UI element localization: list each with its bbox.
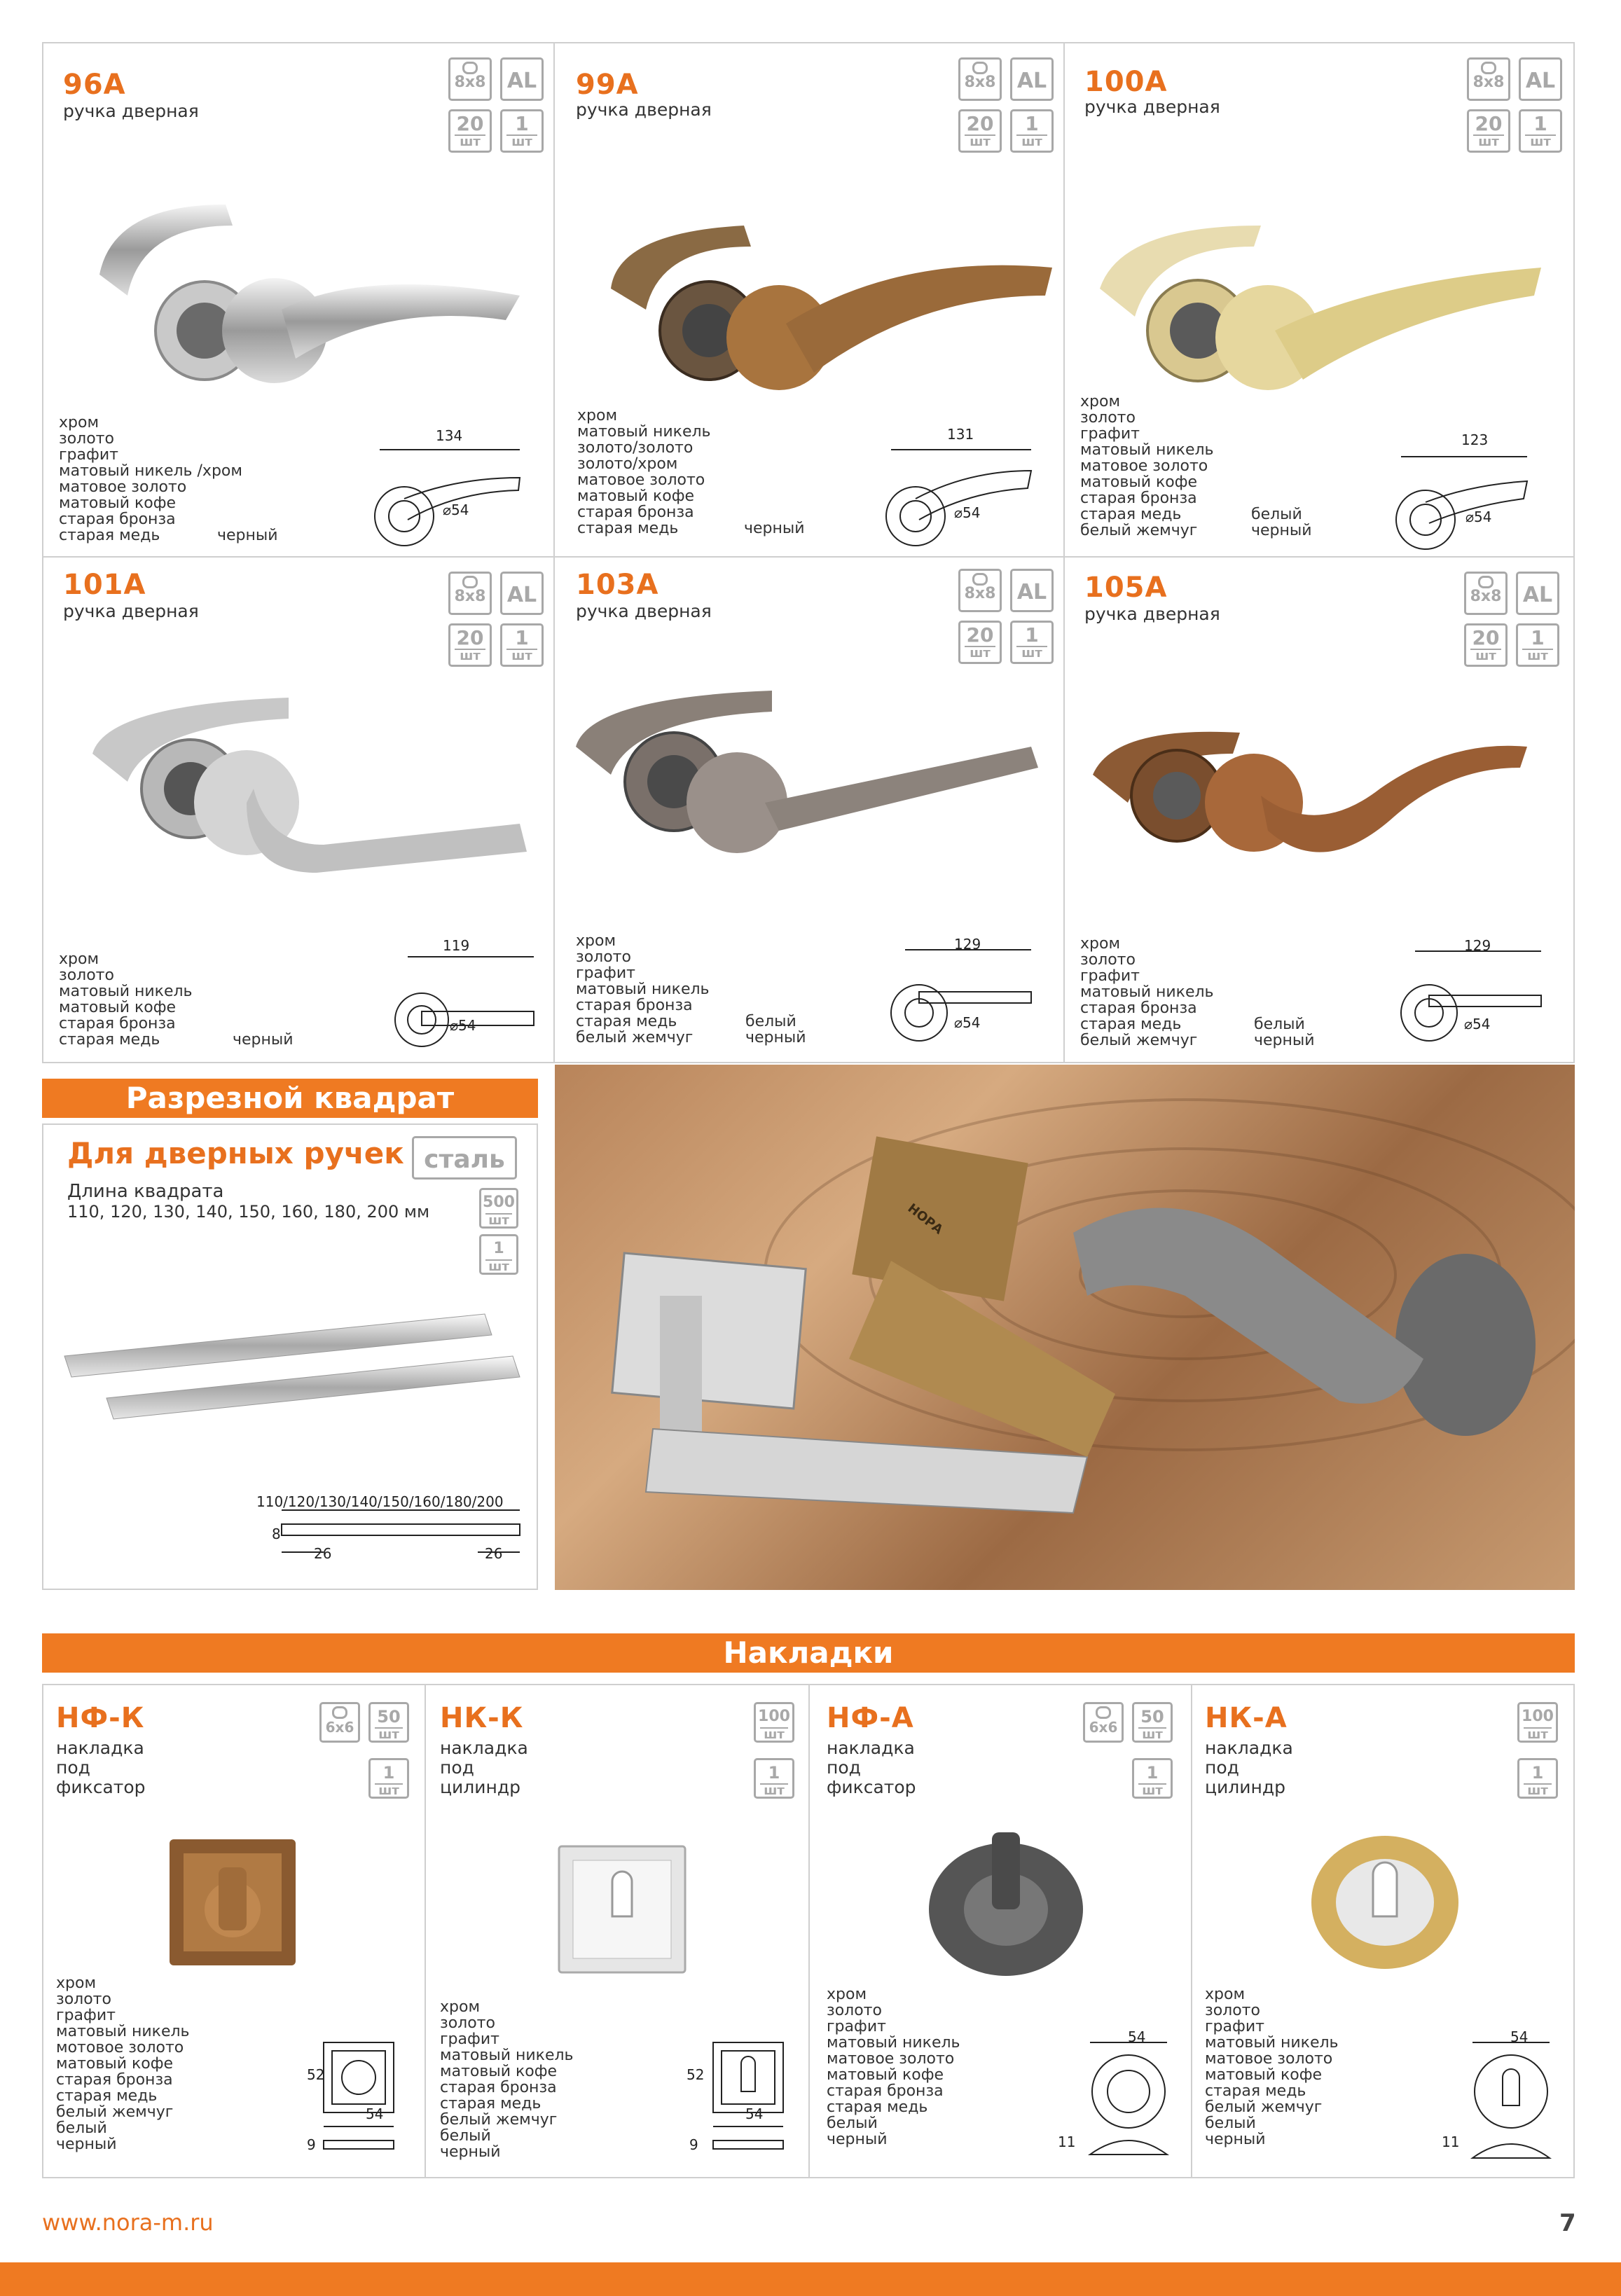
product-subtitle: ручка дверная [576,601,712,621]
product-cell-96a [42,42,555,558]
pack-small-badge: 1 шт [500,109,544,153]
pack-big-badge: 50 шт [1132,1702,1173,1743]
pack-big-badge: 20 шт [1467,109,1510,153]
square-size-badge: 8x8 [958,57,1002,101]
cover-dimension-drawing [310,2028,422,2169]
cover-cell-nf-a [808,1684,1192,2178]
cover-image [163,1832,303,1972]
square-section-bar: Разрезной квадрат [42,1079,538,1118]
dimension-drawing [863,936,1059,1055]
pack-big-badge: 100 шт [1517,1702,1558,1743]
product-code: 100A [1084,66,1168,98]
page-number: 7 [1559,2209,1576,2237]
pack-big-badge: 20 шт [448,109,492,153]
material-badge: AL [500,572,544,615]
handle-image [1093,212,1541,422]
finish-list-extra: белый черный [1254,1016,1315,1049]
dim-lengths: 110/120/130/140/150/160/180/200 [256,1493,504,1510]
cover-cell-nk-a [1191,1684,1575,2178]
dim-c: 9 [307,2136,316,2153]
dim-diameter: ⌀54 [450,1017,476,1034]
dim-diameter: ⌀54 [1464,1016,1491,1032]
product-code: 101A [63,569,146,601]
dim-a: 54 [1128,2028,1146,2045]
material-badge: сталь [412,1136,517,1180]
cover-image [1304,1825,1465,1979]
pack-small-badge: 1 шт [1516,623,1559,667]
pack-small-badge: 1 шт [1132,1758,1173,1799]
footer-bar [0,2262,1621,2296]
square-title: Для дверных ручек [67,1136,404,1170]
dim-length: 119 [443,937,470,954]
pack-big-badge: 20 шт [1464,623,1508,667]
product-subtitle: ручка дверная [1084,97,1220,117]
cover-code: НФ-К [56,1702,145,1734]
square-size-badge: 8x8 [448,572,492,615]
square-size-badge: 8x8 [1467,57,1510,101]
handle-image [1086,698,1534,908]
finish-list: хром золото графит матовый никель /хром матовое золото матовый кофе старая бронза старая медь [59,414,242,544]
square-size-badge: 8x8 [448,57,492,101]
pack-small-badge: 1 шт [1010,621,1054,664]
length-label: Длина квадрата [67,1181,224,1202]
dim-left: 26 [314,1545,332,1562]
product-code: 99A [576,69,639,101]
square-size-badge: 8x8 [958,569,1002,612]
pack-small-badge: 1 шт [500,623,544,667]
square-size-badge: 8x8 [1464,572,1508,615]
finish-list-extra: белый черный [1251,506,1312,539]
dim-b: 11 [1058,2134,1076,2150]
pack-small-badge: 1 шт [368,1758,409,1799]
product-photo [555,1065,1575,1590]
material-badge: AL [1516,572,1559,615]
cover-subtitle: накладка под цилиндр [1205,1738,1293,1797]
handle-image [569,684,1045,894]
square-cell [42,1123,538,1590]
cover-image [922,1818,1090,1979]
product-subtitle: ручка дверная [63,601,199,621]
pack-big-badge: 500 шт [479,1188,518,1229]
finish-list-extra: белый черный [745,1013,806,1046]
cover-subtitle: накладка под цилиндр [440,1738,528,1797]
cover-image [552,1839,692,1979]
dim-b: 11 [1442,2134,1460,2150]
covers-section-bar: Накладки [42,1633,1575,1673]
finish-list-extra: черный [744,520,805,537]
product-code: 103A [576,569,659,601]
product-cell-100a [1063,42,1575,558]
square-size-badge: 6x6 [1083,1702,1124,1743]
finish-list: хром золото графит матовый никель старая бронза старая медь белый жемчуг [576,932,710,1046]
dim-length: 129 [954,936,981,953]
finish-list-extra: черный [233,1031,294,1049]
dim-b: 54 [745,2105,764,2122]
finish-list-extra: черный [217,527,278,544]
finish-list: хром золото матовый никель матовый кофе старая бронза старая медь [59,950,193,1049]
cover-subtitle: накладка под фиксатор [827,1738,916,1797]
finish-list: хром золото графит матовый никель мотовое золото матовый кофе старая бронза старая медь белый жемчуг белый черный [56,1975,190,2153]
dim-height: 8 [272,1526,281,1542]
material-badge: AL [500,57,544,101]
product-cell-101a [42,556,555,1063]
material-badge: AL [1010,569,1054,612]
dim-right: 26 [485,1545,503,1562]
material-badge: AL [1010,57,1054,101]
product-cell-105a [1063,556,1575,1063]
cover-cell-nk-k [425,1684,810,2178]
finish-list: хром золото графит матовый никель старая бронза старая медь белый жемчуг [1080,935,1214,1049]
dim-a: 52 [687,2066,705,2083]
cover-cell-nf-k [42,1684,426,2178]
pack-small-badge: 1 шт [1010,109,1054,153]
finish-list: хром матовый никель золото/золото золото/хром матовое золото матовый кофе старая бронза старая медь [577,407,711,537]
square-size-badge: 6x6 [319,1702,360,1743]
material-badge: AL [1519,57,1562,101]
pack-big-badge: 20 шт [448,623,492,667]
length-list: 110, 120, 130, 140, 150, 160, 180, 200 мм [67,1202,430,1222]
cover-dimension-drawing [699,2028,811,2169]
cover-code: НК-А [1205,1702,1288,1734]
pack-big-badge: 20 шт [958,109,1002,153]
website-link[interactable]: www.nora-m.ru [42,2209,214,2236]
dim-diameter: ⌀54 [443,502,469,518]
pack-big-badge: 100 шт [754,1702,794,1743]
handle-image [604,212,1052,422]
cover-code: НК-К [440,1702,524,1734]
pack-small-badge: 1 шт [754,1758,794,1799]
dim-a: 52 [307,2066,325,2083]
product-cell-99a [553,42,1065,558]
dim-diameter: ⌀54 [1465,509,1492,525]
finish-list: хром золото графит матовый никель матовое золото матовый кофе старая медь белый жемчуг белый черный [1205,1986,1339,2148]
pack-small-badge: 1 шт [479,1234,518,1275]
product-subtitle: ручка дверная [1084,604,1220,624]
dim-b: 54 [366,2105,384,2122]
dim-length: 131 [947,426,974,443]
handle-image [85,191,534,401]
pack-big-badge: 20 шт [958,621,1002,664]
spindle-image [57,1307,534,1447]
dim-length: 129 [1464,937,1491,954]
cover-code: НФ-А [827,1702,914,1734]
pack-big-badge: 50 шт [368,1702,409,1743]
product-cell-103a [553,556,1065,1063]
finish-list: хром золото графит матовый никель матовое золото матовый кофе старая бронза старая медь белый жемчуг [1080,393,1214,539]
dim-a: 54 [1510,2028,1529,2045]
product-code: 96A [63,69,126,101]
product-subtitle: ручка дверная [63,101,199,121]
pack-small-badge: 1 шт [1519,109,1562,153]
dim-length: 134 [436,427,463,444]
dim-diameter: ⌀54 [954,1014,981,1031]
finish-list: хром золото графит матовый никель матовый кофе старая бронза старая медь белый жемчуг белый черный [440,1998,574,2161]
handle-image [85,684,534,894]
cover-subtitle: накладка под фиксатор [56,1738,146,1797]
pack-small-badge: 1 шт [1517,1758,1558,1799]
product-subtitle: ручка дверная [576,99,712,120]
dim-length: 123 [1461,431,1489,448]
dim-c: 9 [689,2136,698,2153]
product-code: 105A [1084,572,1168,604]
brand-logo-text: НОРА [904,1201,946,1238]
dim-diameter: ⌀54 [954,504,981,521]
finish-list: хром золото графит матовый никель матовое золото матовый кофе старая бронза старая медь белый черный [827,1986,960,2148]
